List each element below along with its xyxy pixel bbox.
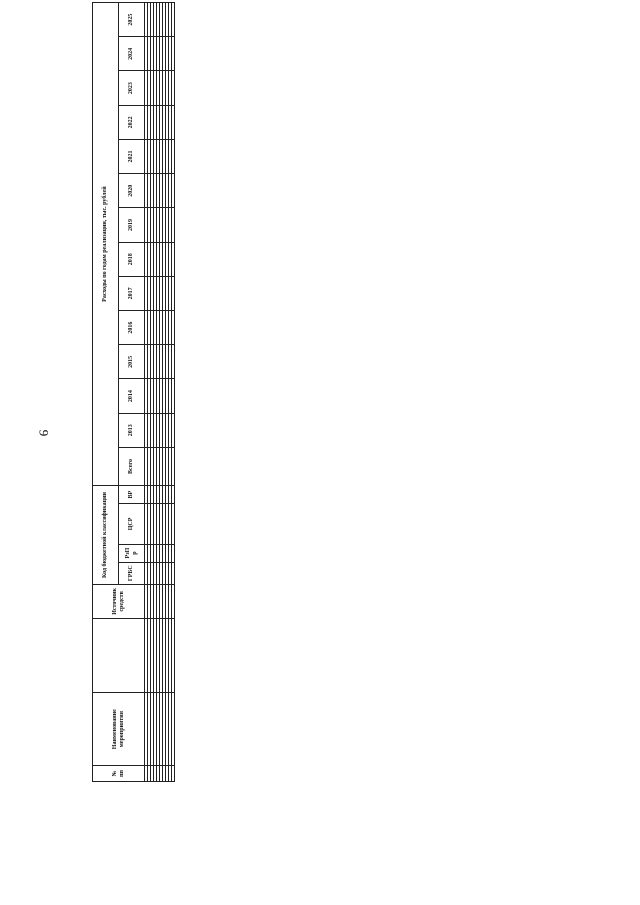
col-year: 2025: [119, 3, 145, 37]
budget-classification-header: Код бюджетной классификации: [93, 486, 119, 585]
col-year: 2016: [119, 311, 145, 345]
cell-year-value: [172, 174, 175, 208]
cell-year-value: [172, 242, 175, 276]
col-year: 2017: [119, 276, 145, 310]
cell-year-value: [172, 3, 175, 37]
col-year: 2013: [119, 413, 145, 447]
budget-table: [92, 2, 175, 782]
page-number: 9: [36, 429, 52, 437]
col-year: 2018: [119, 242, 145, 276]
cell-grbs: [172, 562, 175, 584]
cell-vr: [172, 486, 175, 504]
col-total: Всего: [119, 447, 145, 485]
cell-year-value: [172, 345, 175, 379]
table-row: [172, 3, 175, 782]
cell-year-value: [172, 37, 175, 71]
col-year: 2022: [119, 105, 145, 139]
cell-executor: [172, 618, 175, 692]
cell-year-value: [172, 379, 175, 413]
col-vr: ВР: [119, 486, 145, 504]
col-executor: [93, 618, 145, 692]
col-csr: ЦСР: [119, 504, 145, 544]
cell-year-value: [172, 276, 175, 310]
cell-year-value: [172, 139, 175, 173]
col-name: Наименование мероприятия: [93, 693, 145, 765]
cell-name: [172, 693, 175, 765]
col-source: Источник средств: [93, 584, 145, 618]
cell-year-value: [172, 71, 175, 105]
col-number: № пп: [93, 765, 145, 781]
col-rzpr: РзПр: [119, 544, 145, 562]
cell-source: [172, 584, 175, 618]
cell-number: [172, 765, 175, 781]
col-year: 2020: [119, 174, 145, 208]
col-year: 2019: [119, 208, 145, 242]
table-header: [93, 3, 145, 782]
cell-year-value: [172, 413, 175, 447]
budget-table-container: [92, 13, 592, 782]
cell-year-value: [172, 105, 175, 139]
table-body: [145, 3, 175, 782]
cell-total: [172, 447, 175, 485]
col-grbs: ГРБС: [119, 562, 145, 584]
col-year: 2015: [119, 345, 145, 379]
col-year: 2014: [119, 379, 145, 413]
expenses-header: Расходы по годам реализации, тыс. рублей: [93, 3, 119, 486]
cell-year-value: [172, 208, 175, 242]
col-year: 2023: [119, 71, 145, 105]
cell-year-value: [172, 311, 175, 345]
col-year: 2024: [119, 37, 145, 71]
cell-csr: [172, 504, 175, 544]
col-year: 2021: [119, 139, 145, 173]
cell-rzpr: [172, 544, 175, 562]
